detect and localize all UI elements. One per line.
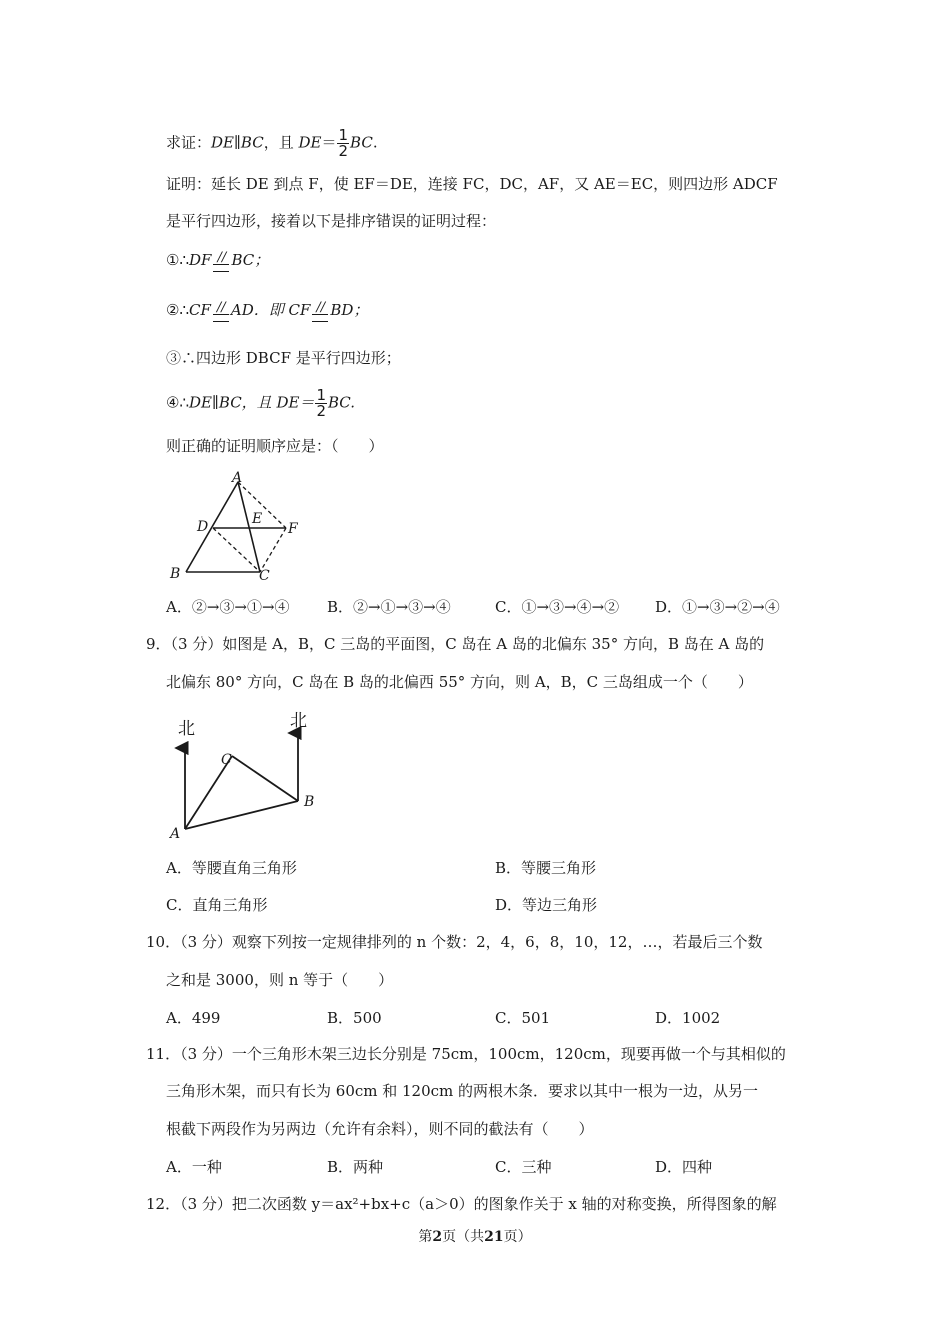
step4-text: DE∥BC，且 DE＝	[189, 393, 315, 412]
step4-fraction: $\frac{1}{2}$	[316, 386, 326, 420]
q12-line1: 12．（3 分）把二次函数 y＝ax²+bx+c（a＞0）的图象作关于 x 轴的对称变换，所得图象的解	[146, 1195, 777, 1213]
proof-intro-line1: 证明：延长 DE 到点 F，使 EF＝DE，连接 FC，DC，AF，又 AE＝EC，则四边形 ADCF	[166, 175, 778, 193]
q9-line2: 北偏东 80° 方向，C 岛在 B 岛的北偏西 55° 方向，则 A，B，C 三岛组成一个（ ）	[166, 673, 753, 691]
footer-mid: 页（共	[442, 1229, 485, 1245]
q11-option-a[interactable]: A．一种	[166, 1158, 222, 1176]
line-ab	[185, 801, 298, 829]
step4-end: BC.	[327, 393, 355, 412]
footer-total-pages: 21	[484, 1229, 504, 1245]
line-fc	[260, 528, 286, 572]
statement-line: 求证：DE∥BC，且 DE＝ $\frac{1}{2}$ BC.	[166, 126, 378, 160]
step1-num: ①∴	[166, 251, 189, 269]
q10-option-c[interactable]: C．501	[495, 1009, 551, 1027]
parallelogram-figure	[160, 468, 310, 586]
proof-step-3: ③∴四边形 DBCF 是平行四边形；	[166, 349, 401, 367]
parallel-equal-symbol: //	[213, 253, 229, 269]
step2-end: BD；	[330, 301, 369, 319]
proof-step-4	[166, 388, 355, 419]
proof-step-2	[166, 300, 368, 320]
q10-line1: 10．（3 分）观察下列按一定规律排列的 n 个数：2，4，6，8，10，12，…，若最后三个数	[146, 933, 763, 951]
line-ac	[238, 482, 263, 572]
proof-intro-line2: 是平行四边形，接着以下是排序错误的证明过程：	[166, 212, 497, 230]
north-label-a: 北	[178, 719, 195, 739]
step1-text: DF	[189, 251, 212, 269]
fraction-denominator: 2	[338, 142, 349, 160]
step2-num: ②∴	[166, 301, 189, 319]
label-a: A	[232, 470, 243, 486]
parallel-equal-symbol: //	[213, 303, 229, 319]
label-island-a: A	[170, 826, 181, 842]
statement-de-bc: DE∥BC	[211, 133, 264, 152]
label-island-c: C	[221, 752, 232, 768]
step1-end: BC；	[231, 251, 270, 269]
step2-text: CF	[189, 301, 211, 319]
line-dc	[213, 528, 260, 572]
statement-bc: BC	[350, 133, 373, 152]
q11-line2: 三角形木架，而只有长为 60cm 和 120cm 的两根木条．要求以其中一根为一边，从另一	[166, 1082, 759, 1100]
statement-de: DE	[298, 133, 322, 152]
label-b: B	[170, 566, 181, 582]
proof-step-1	[166, 250, 269, 270]
statement-mid: ，且	[263, 133, 299, 152]
q10-line2: 之和是 3000，则 n 等于（ ）	[166, 971, 394, 989]
q11-option-c[interactable]: C．三种	[495, 1158, 552, 1176]
q10-option-a[interactable]: A．499	[166, 1009, 221, 1027]
q8-option-d[interactable]: D．①→③→②→④	[655, 598, 780, 616]
label-island-b: B	[304, 794, 315, 810]
statement-end: .	[372, 133, 378, 152]
page-footer	[0, 1227, 950, 1247]
q8-option-a[interactable]: A．②→③→①→④	[166, 598, 290, 616]
q9-option-a[interactable]: A．等腰直角三角形	[166, 859, 297, 877]
parallel-equal-symbol: //	[312, 303, 328, 319]
q10-option-b[interactable]: B．500	[327, 1009, 382, 1027]
q9-option-b[interactable]: B．等腰三角形	[495, 859, 597, 877]
q11-option-b[interactable]: B．两种	[327, 1158, 384, 1176]
q11-line3: 根截下两段作为另两边（允许有余料），则不同的截法有（ ）	[166, 1120, 594, 1138]
footer-post: 页）	[503, 1229, 532, 1245]
q9-option-d[interactable]: D．等边三角形	[495, 896, 598, 914]
q8-option-c[interactable]: C．①→③→④→②	[495, 598, 620, 616]
footer-pre: 第	[418, 1229, 433, 1245]
q10-option-d[interactable]: D．1002	[655, 1009, 721, 1027]
line-ab	[186, 482, 238, 572]
label-d: D	[197, 519, 209, 535]
step2-mid: AD．即 CF	[230, 301, 311, 319]
footer-page-number: 2	[432, 1229, 443, 1245]
q11-option-d[interactable]: D．四种	[655, 1158, 713, 1176]
q8-option-b[interactable]: B．②→①→③→④	[327, 598, 451, 616]
north-label-b: 北	[290, 711, 307, 731]
islands-figure	[160, 704, 330, 844]
line-cb	[232, 756, 298, 801]
statement-fraction	[337, 128, 349, 159]
statement-prefix: 求证：	[166, 133, 212, 152]
label-e: E	[252, 511, 263, 527]
fraction-numerator: 1	[338, 126, 349, 144]
label-c: C	[259, 568, 270, 584]
q9-line1: 9．（3 分）如图是 A，B，C 三岛的平面图，C 岛在 A 岛的北偏东 35° 方向，B 岛在 A 岛的	[146, 635, 765, 653]
question-prompt: 则正确的证明顺序应是：（ ）	[166, 437, 384, 455]
label-f: F	[288, 521, 298, 537]
q9-option-c[interactable]: C．直角三角形	[166, 896, 268, 914]
step4-num: ④∴	[166, 393, 189, 412]
q11-line1: 11．（3 分）一个三角形木架三边长分别是 75cm，100cm，120cm，现要再做一个与其相似的	[146, 1045, 786, 1063]
